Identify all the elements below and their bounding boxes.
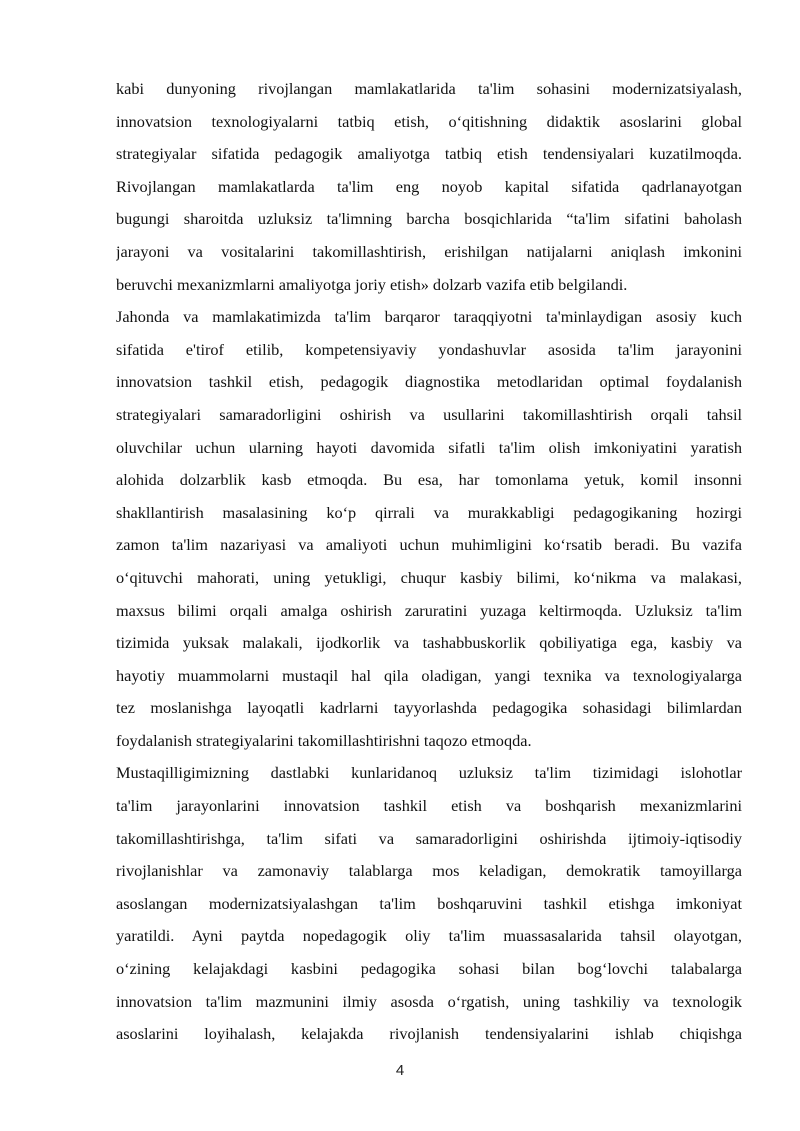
- text-line: jarayoni va vositalarini takomillashtirish, erishilgan natijalarni aniqlash imkonini: [116, 241, 742, 261]
- text-line: maxsus bilimi orqali amalga oshirish zaruratini yuzaga keltirmoqda. Uzluksiz ta'lim: [116, 600, 742, 620]
- text-line: ta'lim jarayonlarini innovatsion tashkil etish va boshqarish mexanizmlarini: [116, 796, 742, 816]
- text-line: hayotiy muammolarni mustaqil hal qila oladigan, yangi texnika va texnologiyalarga: [116, 665, 742, 685]
- text-line: Mustaqilligimizning dastlabki kunlaridanoq uzluksiz ta'lim tizimidagi islohotlar: [116, 763, 742, 783]
- text-line: rivojlanishlar va zamonaviy talablarga mos keladigan, demokratik tamoyillarga: [116, 861, 742, 881]
- text-line: zamon ta'lim nazariyasi va amaliyoti uchun muhimligini ko‘rsatib beradi. Bu vazifa: [116, 535, 742, 555]
- text-line: shakllantirish masalasining ko‘p qirrali va murakkabligi pedagogikaning hozirgi: [116, 502, 742, 522]
- text-line: yaratildi. Ayni paytda nopedagogik oliy ta'lim muassasalarida tahsil olayotgan,: [116, 926, 742, 946]
- text-line: foydalanish strategiyalarini takomillashtirishni taqozo etmoqda.: [116, 730, 532, 750]
- text-line: asoslangan modernizatsiyalashgan ta'lim boshqaruvini tashkil etishga imkoniyat: [116, 893, 742, 913]
- text-line: bugungi sharoitda uzluksiz ta'limning barcha bosqichlarida “ta'lim sifatini baholash: [116, 209, 742, 229]
- text-line: beruvchi mexanizmlarni amaliyotga joriy etish» dolzarb vazifa etib belgilandi.: [116, 274, 628, 294]
- text-line: o‘zining kelajakdagi kasbini pedagogika sohasi bilan bog‘lovchi talabalarga: [116, 959, 742, 979]
- text-line: Jahonda va mamlakatimizda ta'lim barqaror taraqqiyotni ta'minlaydigan asosiy kuch: [116, 307, 742, 327]
- text-line: innovatsion tashkil etish, pedagogik diagnostika metodlaridan optimal foydalanish: [116, 372, 742, 392]
- text-line: oluvchilar uchun ularning hayoti davomida sifatli ta'lim olish imkoniyatini yaratish: [116, 437, 742, 457]
- page-number: 4: [395, 1062, 405, 1079]
- text-line: strategiyalari samaradorligini oshirish va usullarini takomillashtirish orqali tahsil: [116, 404, 742, 424]
- text-line: tizimida yuksak malakali, ijodkorlik va tashabbuskorlik qobiliyatiga ega, kasbiy va: [116, 633, 742, 653]
- body-text: [116, 73, 742, 1051]
- text-line: asoslarini loyihalash, kelajakda rivojlanish tendensiyalarini ishlab chiqishga: [116, 1024, 742, 1044]
- text-line: strategiyalar sifatida pedagogik amaliyotga tatbiq etish tendensiyalari kuzatilmoqda.: [116, 144, 742, 164]
- text-line: sifatida e'tirof etilib, kompetensiyaviy yondashuvlar asosida ta'lim jarayonini: [116, 339, 742, 359]
- text-line: innovatsion ta'lim mazmunini ilmiy asosda o‘rgatish, uning tashkiliy va texnologik: [116, 991, 742, 1011]
- text-line: tez moslanishga layoqatli kadrlarni tayyorlashda pedagogika sohasidagi bilimlardan: [116, 698, 742, 718]
- text-line: takomillashtirishga, ta'lim sifati va samaradorligini oshirishda ijtimoiy-iqtisodiy: [116, 828, 742, 848]
- text-line: o‘qituvchi mahorati, uning yetukligi, chuqur kasbiy bilimi, ko‘nikma va malakasi,: [116, 567, 742, 587]
- text-line: alohida dolzarblik kasb etmoqda. Bu esa, har tomonlama yetuk, komil insonni: [116, 470, 742, 490]
- text-line: innovatsion texnologiyalarni tatbiq etish, o‘qitishning didaktik asoslarini global: [116, 111, 742, 131]
- text-line: Rivojlangan mamlakatlarda ta'lim eng noyob kapital sifatida qadrlanayotgan: [116, 176, 742, 196]
- text-line: kabi dunyoning rivojlangan mamlakatlarida ta'lim sohasini modernizatsiyalash,: [116, 79, 742, 98]
